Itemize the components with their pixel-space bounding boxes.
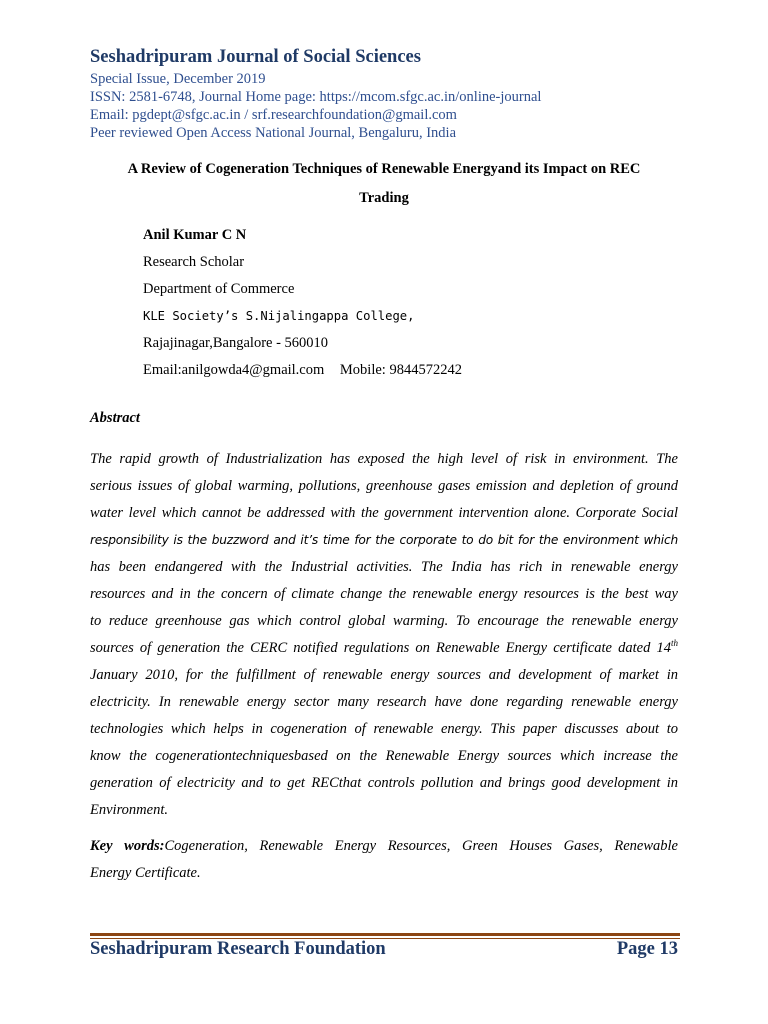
abstract-line: generation of electricity and to get RECthat controls pollution and brings good development in [90,775,678,791]
keywords-block [90,833,678,887]
author-name: Anil Kumar C N [143,227,247,243]
author-email: Email:anilgowda4@gmail.com [143,362,325,378]
keywords-label: Key words: [90,838,165,854]
abstract-line: water level which cannot be addressed with the government intervention alone. Corporate Social [90,505,678,521]
abstract-line: serious issues of global warming, pollutions, greenhouse gases emission and depletion of ground [90,478,678,494]
abstract-line: responsibility is the buzzword and it’s time for the corporate to do bit for the environment which [90,533,678,547]
abstract-line: Environment. [90,802,168,818]
author-department: Department of Commerce [143,281,295,297]
abstract-body [90,446,678,824]
abstract-line: to reduce greenhouse gas which control global warming. To encourage the renewable energy [90,613,678,629]
peer-review-line: Peer reviewed Open Access National Journal, Bengaluru, India [90,125,457,141]
author-mobile: Mobile: 9844572242 [339,362,462,378]
paper-title-line-2: Trading [359,190,409,206]
abstract-line: has been endangered with the Industrial activities. The India has rich in renewable energy [90,559,678,575]
footer-foundation: Seshadripuram Research Foundation [90,939,386,959]
page-number: Page 13 [616,939,678,959]
journal-header [90,46,690,142]
issue-line: Special Issue, December 2019 [90,71,266,87]
abstract-heading: Abstract [90,410,140,426]
abstract-line: January 2010, for the fulfillment of renewable energy sources and development of market in [90,667,678,683]
keywords-text: Cogeneration, Renewable Energy Resources, Green Houses Gases, Renewable [164,838,678,854]
abstract-line: technologies which helps in cogeneration of renewable energy. This paper discusses about to [90,721,678,737]
author-role: Research Scholar [143,254,245,270]
paper-title [90,155,678,213]
superscript: th [670,638,678,649]
abstract-line [90,635,678,662]
journal-title: Seshadripuram Journal of Social Sciences [90,47,421,67]
keywords-line: Energy Certificate. [90,865,201,881]
abstract-line: The rapid growth of Industrialization has exposed the high level of risk in environment. The [90,451,678,467]
abstract-line: electricity. In renewable energy sector many research have done regarding renewable energy [90,694,678,710]
author-address: Rajajinagar,Bangalore - 560010 [143,335,329,351]
keywords-line [90,833,678,860]
author-college: KLE Society’s S.Nijalingappa College, [143,309,415,323]
paper-title-line-1: A Review of Cogeneration Techniques of Renewable Energyand its Impact on REC [127,161,641,177]
footer-divider [90,933,680,936]
abstract-line-text: sources of generation the CERC notified regulations on Renewable Energy certificate dated 14 [90,640,671,656]
abstract-line: know the cogenerationtechniquesbased on the Renewable Energy sources which increase the [90,748,678,764]
email-line: Email: pgdept@sfgc.ac.in / srf.researchfoundation@gmail.com [90,107,457,123]
issn-line: ISSN: 2581-6748, Journal Home page: https://mcom.sfgc.ac.in/online-journal [90,89,542,105]
author-contact [143,357,703,384]
abstract-line: resources and in the concern of climate change the renewable energy resources is the best way [90,586,678,602]
author-block [143,222,703,384]
